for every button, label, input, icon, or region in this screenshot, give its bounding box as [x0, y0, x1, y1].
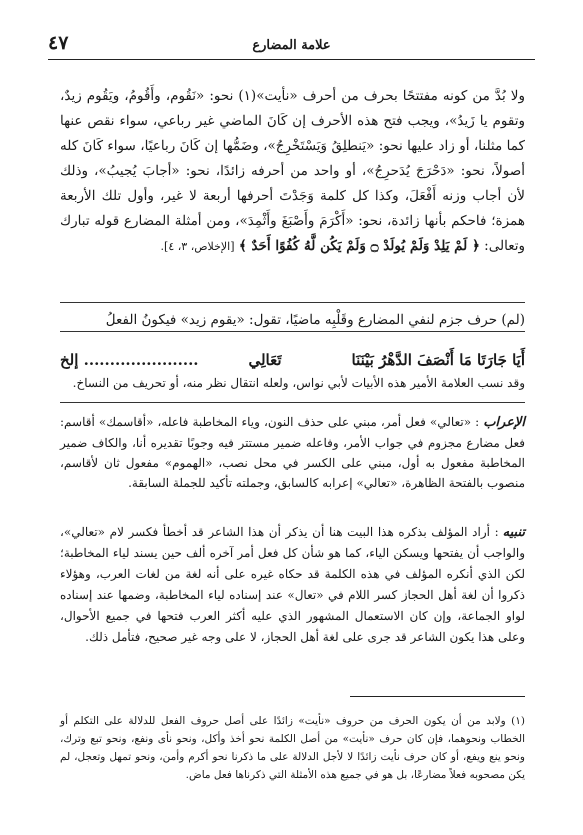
verse-ellipsis: ...................... إلخ — [60, 351, 199, 369]
page-header — [48, 30, 535, 60]
footnote-rule — [350, 696, 525, 697]
footnote: (١) ولابد من أن يكون الحرف من حروف «نأيت» زائدًا على أصل حروف الفعل للدلالة على التكلم أو الخطاب ونحوهما، فإن كان حرف «نأيت» من أصل الكلمة نحو أخذ وأكل، ونحو نأى ونفع، ونحو تبع وترك، ونحو ينع ويفع، أو كان حرف نأيت زائدًا لا لأجل الدلالة على ما ذكرنا نحو أكرم وأمن، ونحو تمهل وتعجل، لم يكن مصحوبه فعلاً مضارعًا، بل هو في جميع هذه الأمثلة التي ذكرناها فعل ماض. — [60, 715, 525, 781]
verse-rule — [60, 402, 525, 403]
tanbih-section — [60, 522, 525, 648]
tanbih-text: : أراد المؤلف بذكره هذا البيت هنا أن يذكر أن هذا الشاعر قد أخطأ فكسر لام «تعالي»، والواجب أن يفتحها ويسكن الياء، كما هو شأن كل فعل أمر آخره ألف حين يسند لياء المخاطبة؛ لكن الذي أنكره المؤلف في هذه الكلمة قد حكاه غيره على أنه لغة من لغات العرب، وهؤلاء ذكروا أن لغة أهل الحجاز كسر اللام في «تعال» عند إسناده لياء المخاطبة، وضمها عند إسناده لواو الجماعة، وإن كان الاستعمال المشهور الذي عليه أكثر العرب فتحها في جميع الأحوال، وعلى هذا يكون الشاعر قد جرى على لغة أهل الحجاز، لا على وجه غير صحيح، فتأمل ذلك. — [60, 525, 525, 644]
page-number: ٤٧ — [48, 32, 69, 54]
irab-section — [60, 412, 525, 493]
verse-first-hemistich: أَيَا جَارَتَا مَا أَنْصَفَ الدَّهْرُ بَيْنَنَا — [351, 351, 525, 369]
quran-ayah: ﴿ لَمْ يَلِدْ وَلَمْ يُولَدْ ۝ وَلَمْ يَكُن لَّهُ كُفُوًا أَحَدٌ ﴾ — [238, 238, 480, 254]
main-paragraph — [60, 84, 525, 259]
verse-second-hemistich: تَعَالِي — [248, 351, 282, 369]
main-text — [60, 84, 525, 259]
tanbih-heading: تنبيه — [502, 525, 525, 540]
irab-heading: الإعراب — [483, 415, 525, 430]
lam-line: (لم) حرف جزم لنفي المضارع وقَلْبِه ماضيًا، تقول: «يقوم زيد» فيكونُ الفعلُ — [105, 312, 525, 328]
header-rule — [48, 59, 535, 60]
poetry-verse — [60, 349, 525, 371]
verse-attribution-note: وقد نسب العلامة الأمير هذه الأبيات لأبي نواس، ولعله انتقال نظر منه، أو تحريف من النساخ. — [72, 376, 525, 390]
ayah-reference: [الإخلاص، ٣، ٤]. — [160, 240, 235, 253]
main-paragraph-text: ولا بُدَّ من كونه مفتتحًا بحرف من أحرف «نأيت»(١) نحو: «نَقُوم، وأَقُومُ، ويَقُوم زيدٌ، وتقوم يا زَيدُ»، ويجب فتح هذه الأحرف إن كَانَ الماضي غير رباعي، سواء نقص عنها كما مثلنا، أو زاد عليها نحو: «يَنطلِقُ وَيَسْتَخْرِجُ»، وضَمُّها إن كَانَ رباعيًا، سواء كَانَ كله أصولاً، نحو: «دَحْرَجَ يُدَحرِجُ»، أو واحد من أحرفه زائدًا، نحو: «أجابَ يُجيبُ»، وذلك لأن أجاب وزنه أَفْعَلَ، وكذا كل كلمة وَجَدْتَ أحرفها أربعة لا غير، وأول تلك الأربعة همزة؛ فاحكم بأنها زائدة، نحو: «أَكْرَمَ وأَصْبَغَ وأَثْمِدَ»، ومن أمثلة المضارع قوله تبارك وتعالى: — [60, 88, 526, 254]
irab-text: : «تعالي» فعل أمر، مبني على حذف النون، وياء المخاطبة فاعله، «أقاسمك» أقاسم: فعل مضارع مجزوم في جواب الأمر، وفاعله ضمير مستتر فيه وجوبًا تقديره أنا، والكاف ضمير المخاطبة مفعول به أول، مبني على الكسر في محل نصب، «الهموم» مفعول ثان لأقاسم، منصوب بالفتحة الظاهرة، «تعالي» إعرابه كالسابق، وجملته تأكيد للجملة السابقة. — [60, 415, 525, 490]
running-title: علامة المضارع — [252, 38, 331, 53]
